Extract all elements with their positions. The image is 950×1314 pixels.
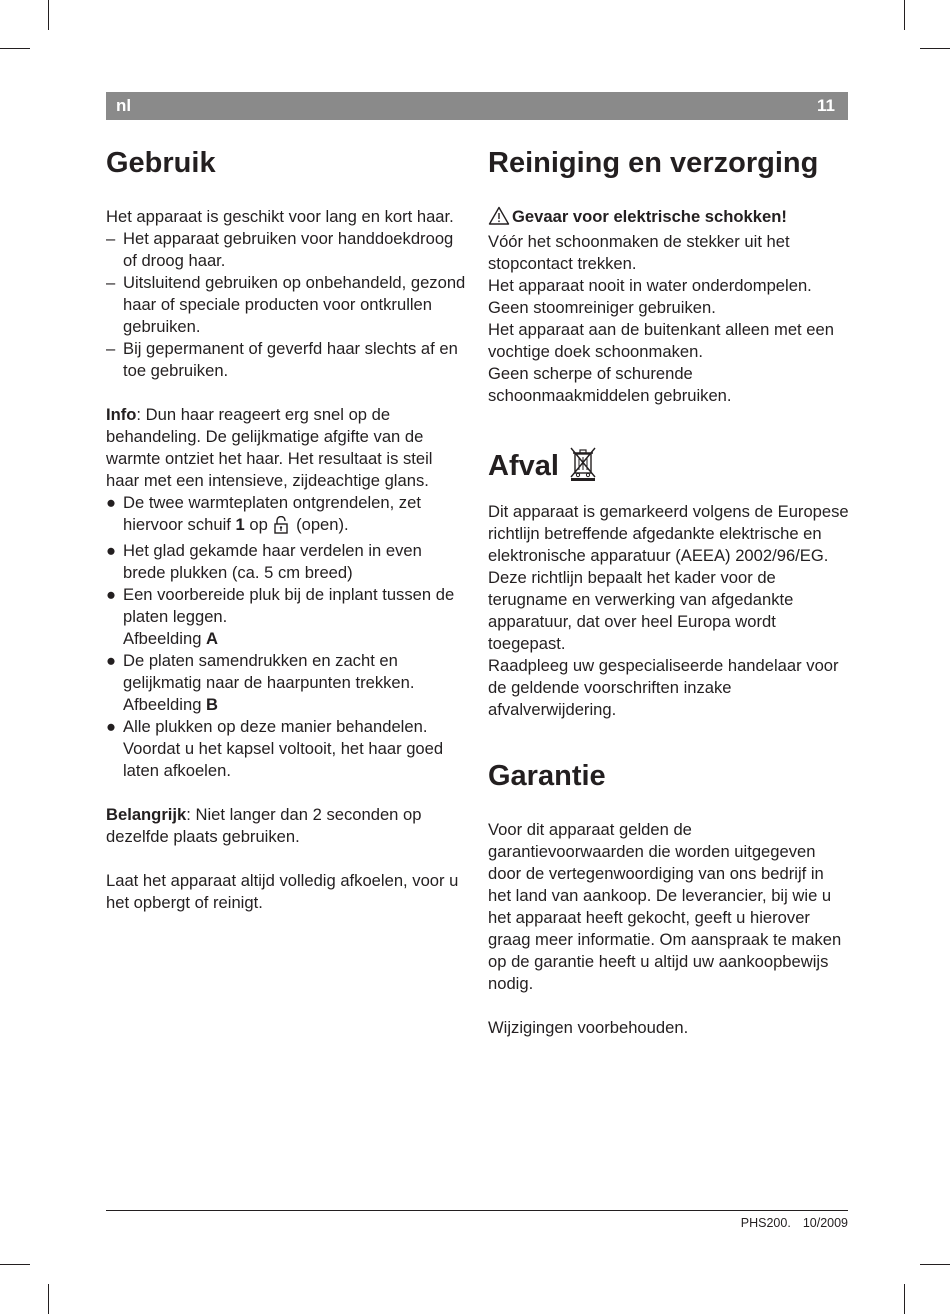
language-code: nl: [116, 96, 132, 115]
crop-mark: [48, 1284, 49, 1314]
unlock-icon: [274, 516, 288, 540]
page-number: 11: [817, 96, 835, 115]
bullet-marker: ●: [106, 493, 117, 512]
dash-item-text: Het apparaat gebruiken voor handdoekdroog of droog haar.: [123, 229, 454, 270]
afval-paragraph: Dit apparaat is gemarkeerd volgens de Europese richtlijn betreffende afgedankte elektrische en elektronische apparatuur (AEEA) 2002/96/EG. Deze richtlijn bepaalt het kader voor de terugname en verwerking van afgedankte apparatuur, dat over heel Europa wordt toegepast.: [488, 502, 849, 653]
bullet-text: De platen samendrukken en zacht en gelijkmatig naar de haarpunten trekken.: [123, 651, 415, 692]
dash-item: [106, 272, 468, 338]
dash-item: [106, 228, 468, 272]
figure-ref-label: Afbeelding: [123, 695, 207, 714]
bullet-marker: ●: [106, 585, 117, 604]
important-label: Belangrijk: [106, 805, 187, 824]
dash-item-text: Uitsluitend gebruiken op onbehandeld, gezond haar of speciale producten voor ontkrullen gebruiken.: [123, 273, 466, 336]
afval-heading: [488, 445, 850, 487]
section-title-afval: Afval: [488, 450, 559, 482]
crop-mark: [904, 1284, 905, 1314]
bullet-item: [106, 650, 468, 716]
bullet-item: [106, 584, 468, 650]
slider-number: 1: [235, 515, 245, 534]
bullet-text: Een voorbereide pluk bij de inplant tussen de platen leggen.: [123, 585, 455, 626]
right-column: [488, 146, 850, 1039]
crop-mark: [920, 48, 950, 49]
crop-mark: [904, 0, 905, 30]
section-title-reiniging: Reiniging en verzorging: [488, 147, 819, 179]
bullet-text: De twee warmteplaten ontgrendelen, zet hiervoor schuif: [123, 493, 421, 534]
bullet-item: [106, 540, 468, 584]
bullet-item: [106, 492, 468, 540]
bullet-text: op: [244, 515, 273, 534]
bullet-text: Alle plukken op deze manier behandelen. Voordat u het kapsel voltooit, het haar goed laten afkoelen.: [123, 717, 444, 780]
info-text: : Dun haar reageert erg snel op de behandeling. De gelijkmatige afgifte van de warmte ontziet het haar. Het resultaat is steil haar met een intensieve, zijdeachtige glans.: [106, 405, 433, 490]
closing-paragraph: Laat het apparaat altijd volledig afkoelen, voor u het opbergt of reinigt.: [106, 871, 459, 912]
crop-mark: [0, 48, 30, 49]
important-text: : Niet langer dan 2 seconden op dezelfde plaats gebruiken.: [106, 805, 422, 846]
bullet-marker: ●: [106, 541, 117, 560]
crop-mark: [920, 1264, 950, 1265]
warning-line: Geen scherpe of schurende schoonmaakmiddelen gebruiken.: [488, 364, 732, 405]
bullet-marker: ●: [106, 651, 117, 670]
bullet-item: [106, 716, 468, 782]
bullet-text: (open).: [291, 515, 349, 534]
crossed-out-bin-icon: [569, 445, 597, 487]
info-label: Info: [106, 405, 137, 424]
figure-ref-label: Afbeelding: [123, 629, 207, 648]
garantie-paragraph: Voor dit apparaat gelden de garantievoorwaarden die worden uitgegeven door de vertegenwoordiging van ons bedrijf in het land van aankoop. De leverancier, bij wie u het apparaat heeft gekocht, geeft u hierover graag meer informatie. Om aanspraak te maken op de garantie heeft u altijd uw aankoopbewijs nodig.: [488, 820, 842, 993]
dash-item: [106, 338, 468, 382]
footer-rule: [106, 1210, 848, 1211]
warning-line: Vóór het schoonmaken de stekker uit het stopcontact trekken.: [488, 232, 790, 273]
important-paragraph: [106, 804, 468, 848]
page-footer: [741, 1216, 848, 1230]
figure-ref: A: [206, 629, 219, 648]
usage-intro: Het apparaat is geschikt voor lang en kort haar.: [106, 207, 454, 226]
section-title-gebruik: Gebruik: [106, 147, 216, 179]
warning-line: Het apparaat nooit in water onderdompelen.: [488, 276, 812, 295]
dash-marker: –: [106, 229, 116, 248]
dash-marker: –: [106, 339, 116, 358]
model-number: PHS200.: [740, 1216, 791, 1230]
bullet-marker: ●: [106, 717, 117, 736]
warning-heading: [488, 206, 850, 231]
section-title-garantie: Garantie: [488, 760, 606, 792]
crop-mark: [0, 1264, 30, 1265]
figure-ref: B: [206, 695, 219, 714]
warning-title: Gevaar voor elektrische schokken!: [512, 207, 787, 226]
page-header-bar: [106, 92, 848, 120]
edition-date: 10/2009: [802, 1216, 848, 1230]
warning-triangle-icon: [488, 206, 510, 231]
crop-mark: [48, 0, 49, 30]
warning-line: Geen stoomreiniger gebruiken.: [488, 298, 716, 317]
changes-note: Wijzigingen voorbehouden.: [488, 1018, 689, 1037]
left-column: [106, 146, 468, 914]
warning-line: Het apparaat aan de buitenkant alleen met een vochtige doek schoonmaken.: [488, 320, 834, 361]
bullet-text: Het glad gekamde haar verdelen in even brede plukken (ca. 5 cm breed): [123, 541, 422, 582]
afval-paragraph-2: Raadpleeg uw gespecialiseerde handelaar voor de geldende voorschriften inzake afvalverwijdering.: [488, 656, 839, 719]
info-paragraph: [106, 404, 468, 492]
dash-item-text: Bij gepermanent of geverfd haar slechts af en toe gebruiken.: [123, 339, 458, 380]
dash-marker: –: [106, 273, 116, 292]
